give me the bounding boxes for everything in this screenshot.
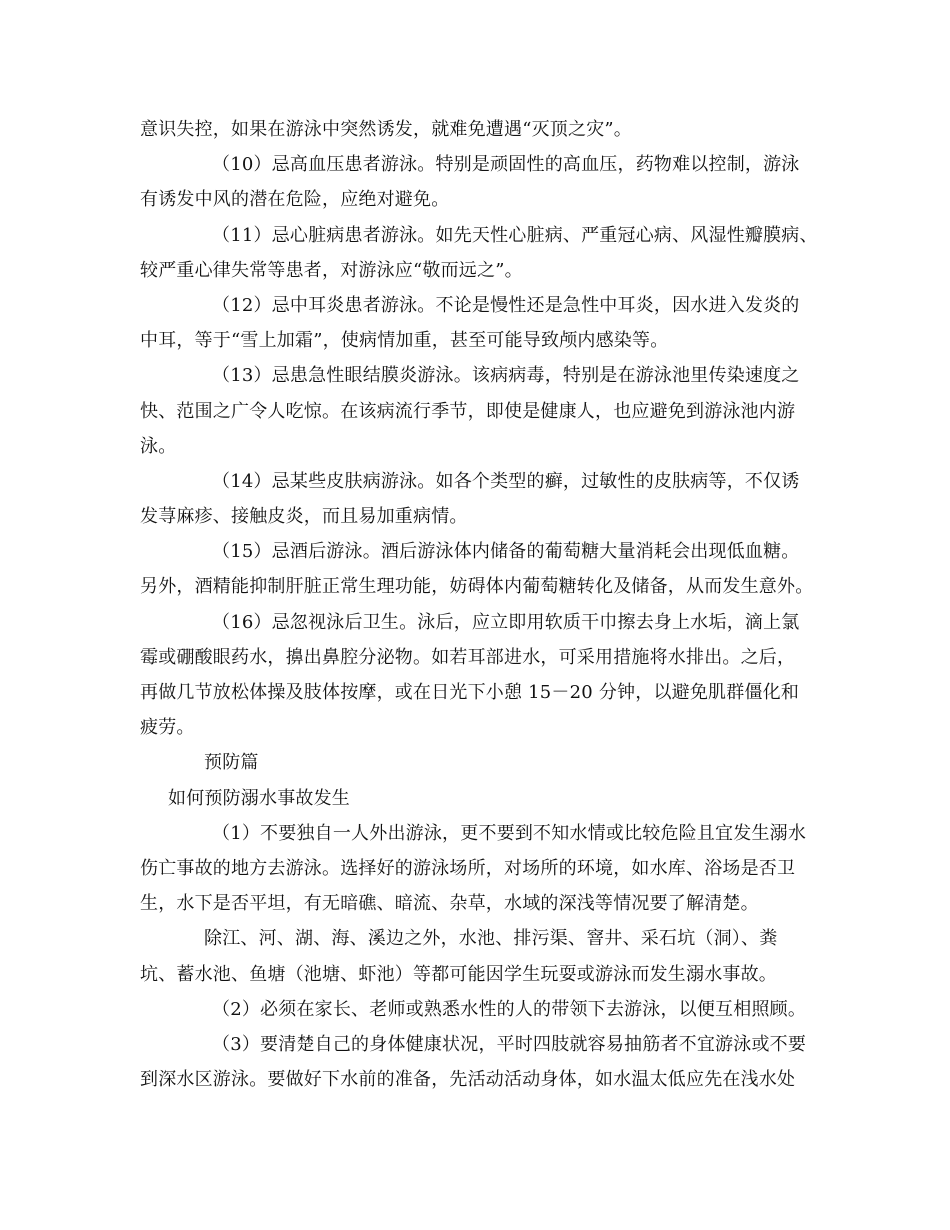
paragraph-line: 除江、河、湖、海、溪边之外，水池、排污渠、窨井、采石坑（洞）、粪: [204, 928, 778, 950]
paragraph-line: 霉或硼酸眼药水，擤出鼻腔分泌物。如若耳部进水，可采用措施将水排出。之后，: [140, 646, 796, 668]
paragraph-line: 再做几节放松体操及肢体按摩，或在日光下小憩 15－20 分钟，以避免肌群僵化和: [140, 682, 800, 703]
paragraph-line: 意识失控，如果在游泳中突然诱发，就难免遭遇“灭顶之灾”。: [140, 119, 633, 140]
paragraph-line: （10）忌高血压患者游泳。特别是顽固性的高血压，药物难以控制，游泳: [212, 154, 800, 176]
paragraph-line: （13）忌患急性眼结膜炎游泳。该病病毒，特别是在游泳池里传染速度之: [212, 365, 800, 387]
paragraph-line: （16）忌忽视泳后卫生。泳后，应立即用软质干巾擦去身上水垢，滴上氯: [212, 611, 800, 633]
paragraph-line: 伤亡事故的地方去游泳。选择好的游泳场所，对场所的环境，如水库、浴场是否卫: [140, 857, 796, 879]
section-heading: 预防篇: [204, 752, 259, 774]
paragraph-line: 中耳，等于“雪上加霜”，使病情加重，甚至可能导致颅内感染等。: [140, 330, 669, 352]
paragraph-line: 较严重心律失常等患者，对游泳应“敬而远之”。: [140, 259, 523, 281]
paragraph-line: （12）忌中耳炎患者游泳。不论是慢性还是急性中耳炎，因水进入发炎的: [212, 294, 800, 316]
paragraph-line: 有诱发中风的潜在危险，应绝对避免。: [140, 189, 450, 211]
paragraph-line: （15）忌酒后游泳。酒后游泳体内储备的葡萄糖大量消耗会出现低血糖。: [212, 541, 800, 563]
paragraph-line: 疲劳。: [140, 717, 195, 739]
paragraph-line: （2）必须在家长、老师或熟悉水性的人的带领下去游泳，以便互相照顾。: [212, 998, 807, 1020]
document-body: [140, 112, 820, 1097]
paragraph-line: 坑、蓄水池、鱼塘（池塘、虾池）等都可能因学生玩耍或游泳而发生溺水事故。: [140, 963, 777, 985]
paragraph-line: （3）要清楚自己的身体健康状况，平时四肢就容易抽筋者不宜游泳或不要: [212, 1033, 807, 1055]
paragraph-line: （1）不要独自一人外出游泳，更不要到不知水情或比较危险且宜发生溺水: [212, 822, 807, 844]
paragraph-line: 生，水下是否平坦，有无暗礁、暗流、杂草，水域的深浅等情况要了解清楚。: [140, 893, 759, 915]
subsection-heading: 如何预防溺水事故发生: [168, 787, 350, 809]
paragraph-line: 另外，酒精能抑制肝脏正常生理功能，妨碍体内葡萄糖转化及储备，从而发生意外。: [140, 576, 814, 598]
paragraph-line: 泳。: [140, 435, 177, 457]
paragraph-line: （14）忌某些皮肤病游泳。如各个类型的癣，过敏性的皮肤病等，不仅诱: [212, 470, 800, 492]
paragraph-line: （11）忌心脏病患者游泳。如先天性心脏病、严重冠心病、风湿性瓣膜病、: [212, 224, 818, 246]
paragraph-line: 到深水区游泳。要做好下水前的准备，先活动活动身体，如水温太低应先在浅水处: [140, 1069, 796, 1091]
paragraph-line: 快、范围之广令人吃惊。在该病流行季节，即使是健康人，也应避免到游泳池内游: [140, 400, 796, 422]
paragraph-line: 发荨麻疹、接触皮炎，而且易加重病情。: [140, 506, 468, 528]
